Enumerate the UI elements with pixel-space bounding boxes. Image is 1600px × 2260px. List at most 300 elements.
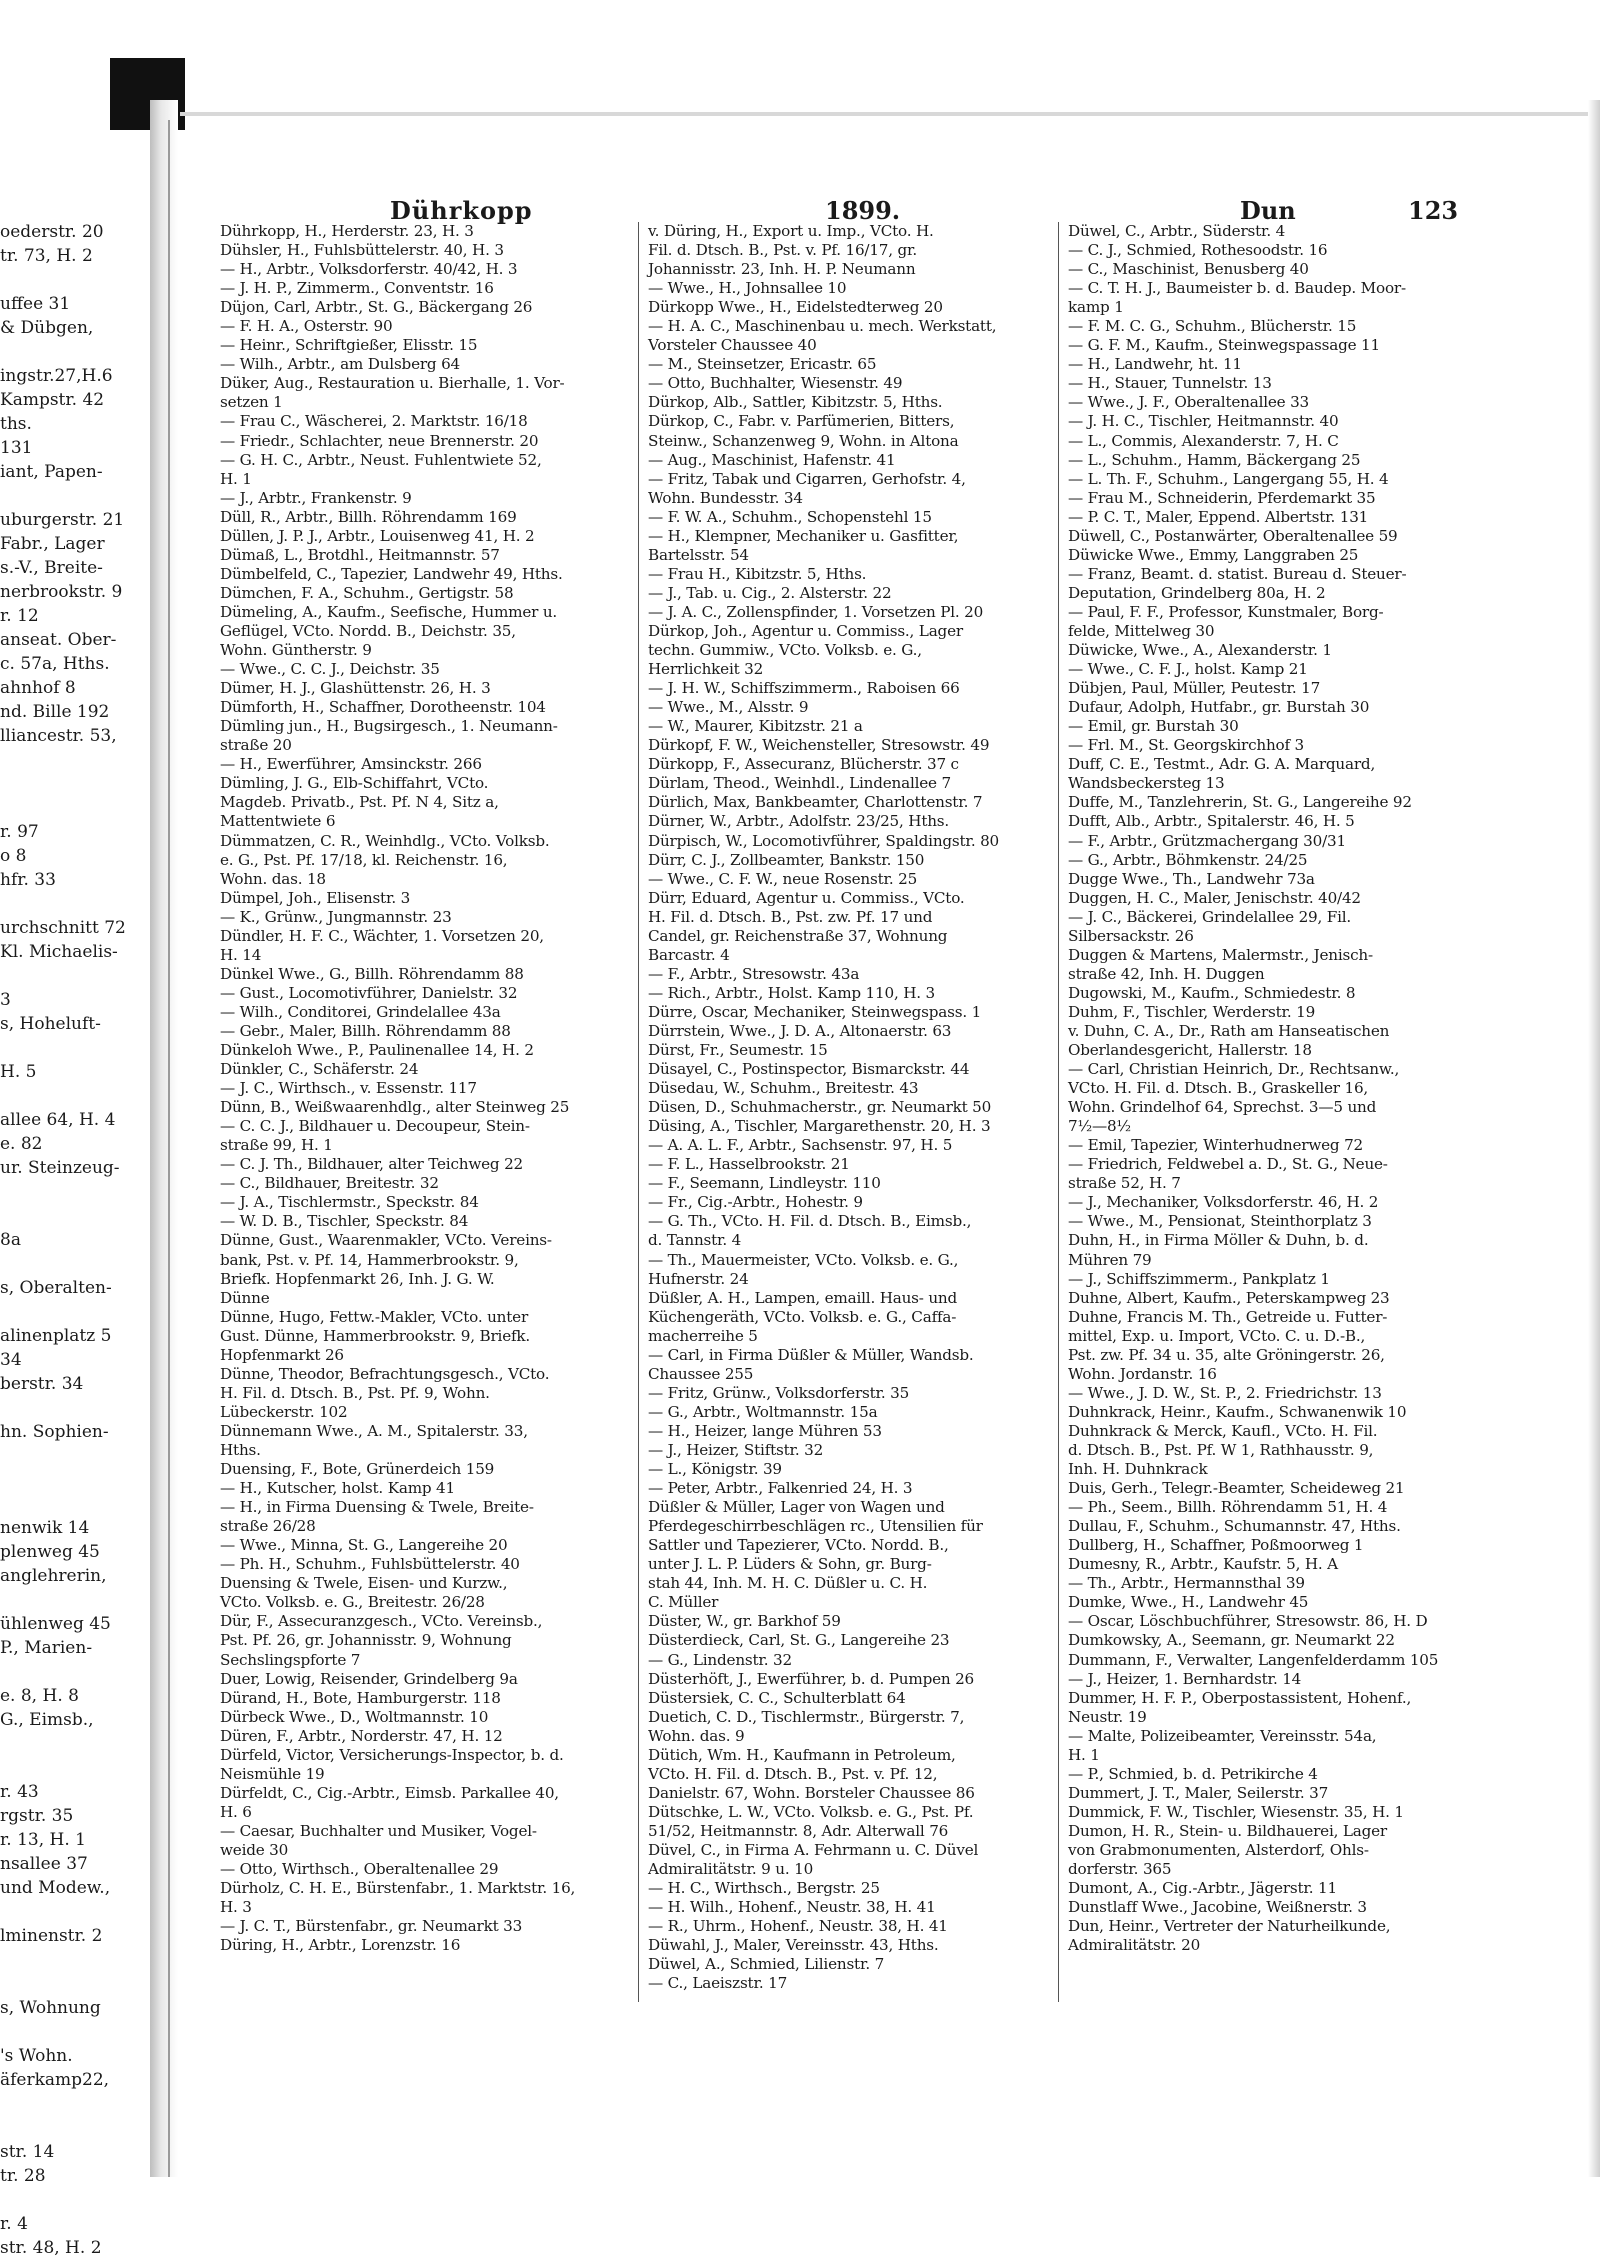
directory-entry-line: Dummert, J. T., Maler, Seilerstr. 37 <box>1068 1783 1329 1802</box>
previous-page-line <box>0 1444 150 1468</box>
directory-entry-line: Düwahl, J., Maler, Vereinsstr. 43, Hths. <box>648 1936 939 1955</box>
previous-page-line: r. 43 <box>0 1782 39 1802</box>
directory-entry-line: — Otto, Buchhalter, Wiesenstr. 49 <box>648 374 903 393</box>
directory-entry-line: Dürand, H., Bote, Hamburgerstr. 118 <box>220 1688 501 1707</box>
directory-entry-line: Dübjen, Paul, Müller, Peutestr. 17 <box>1068 679 1321 698</box>
directory-entry-line: Düwel, C., Arbtr., Süderstr. 4 <box>1068 222 1286 240</box>
directory-entry-line: Johannisstr. 23, Inh. H. P. Neumann <box>648 260 916 279</box>
directory-entry-line: e. G., Pst. Pf. 17/18, kl. Reichenstr. 16, <box>220 850 508 869</box>
page-top-edge <box>180 112 1600 116</box>
directory-entry-line: — J., Tab. u. Cig., 2. Alsterstr. 22 <box>648 583 892 602</box>
page-number: 123 <box>1408 196 1459 225</box>
directory-entry-line: stah 44, Inh. M. H. C. Düßler u. C. H. <box>648 1574 928 1593</box>
directory-entry-line: Dürkopp, F., Assecuranz, Blücherstr. 37 c <box>648 755 959 774</box>
directory-entry-line: Dünne <box>220 1288 270 1307</box>
directory-entry-line: Dummann, F., Verwalter, Langenfelderdamm 105 <box>1068 1650 1439 1669</box>
directory-entry-line: — Carl, Christian Heinrich, Dr., Rechtsanw., <box>1068 1060 1400 1079</box>
directory-entry-line: — H., in Firma Duensing & Twele, Breite- <box>220 1498 534 1517</box>
previous-page-line: 3 <box>0 990 11 1010</box>
directory-entry-line: — P., Schmied, b. d. Petrikirche 4 <box>1068 1764 1318 1783</box>
directory-entry-line: — G. H. C., Arbtr., Neust. Fuhlentwiete 52, <box>220 450 542 469</box>
previous-page-line: e. 8, H. 8 <box>0 1686 79 1706</box>
running-head-right: Dun <box>1240 196 1296 225</box>
directory-entry-line: mittel, Exp. u. Import, VCto. C. u. D.-B., <box>1068 1326 1366 1345</box>
directory-entry-line: Dündler, H. F. C., Wächter, 1. Vorsetzen 20, <box>220 926 544 945</box>
directory-entry-line: Herrlichkeit 32 <box>648 660 764 679</box>
previous-page-line: iant, Papen- <box>0 462 103 482</box>
previous-page-line: anglehrerin, <box>0 1566 107 1586</box>
directory-entry-line: — H. A. C., Maschinenbau u. mech. Werkstatt, <box>648 317 997 336</box>
directory-entry-line: — J., Arbtr., Frankenstr. 9 <box>220 488 412 507</box>
directory-entry-line: — Friedrich, Feldwebel a. D., St. G., Neue- <box>1068 1155 1388 1174</box>
directory-entry-line: Düren, F., Arbtr., Norderstr. 47, H. 12 <box>220 1726 503 1745</box>
directory-entry-line: v. Duhn, C. A., Dr., Rath am Hanseatischen <box>1068 1021 1390 1040</box>
previous-page-line: nerbrookstr. 9 <box>0 582 123 602</box>
directory-entry-line: — J., Heizer, Stiftstr. 32 <box>648 1441 824 1459</box>
previous-page-line: r. 12 <box>0 606 39 626</box>
directory-entry-line: Dürr, C. J., Zollbeamter, Bankstr. 150 <box>648 850 925 869</box>
directory-entry-line: Steinw., Schanzenweg 9, Wohn. in Altona <box>648 431 959 450</box>
previous-page-line: 34 <box>0 1350 22 1370</box>
directory-entry-line: — L., Schuhm., Hamm, Bäckergang 25 <box>1068 450 1361 469</box>
directory-entry-line: macherreihe 5 <box>648 1326 758 1345</box>
previous-page-line: str. 14 <box>0 2142 55 2162</box>
previous-page-line: & Dübgen, <box>0 318 94 338</box>
directory-entry-line: Dünnemann Wwe., A. M., Spitalerstr. 33, <box>220 1421 528 1440</box>
directory-entry-line: — G., Arbtr., Woltmannstr. 15a <box>648 1402 878 1421</box>
directory-entry-line: — J. A., Tischlermstr., Speckstr. 84 <box>220 1193 479 1212</box>
directory-entry-line: — Otto, Wirthsch., Oberaltenallee 29 <box>220 1860 499 1879</box>
directory-entry-line: — J. H. P., Zimmerm., Conventstr. 16 <box>220 279 494 298</box>
directory-entry-line: dorferstr. 365 <box>1068 1860 1172 1879</box>
directory-entry-line: Lübeckerstr. 102 <box>220 1402 348 1421</box>
directory-entry-line: — C. J. Th., Bildhauer, alter Teichweg 22 <box>220 1155 523 1174</box>
previous-page-line <box>0 1900 150 1924</box>
directory-entry-line: H. 6 <box>220 1802 252 1821</box>
previous-page-line <box>0 2116 150 2140</box>
directory-entry-line: Dumesny, R., Arbtr., Kaufstr. 5, H. A <box>1068 1555 1338 1574</box>
directory-entry-line: — H. C., Wirthsch., Bergstr. 25 <box>648 1879 880 1898</box>
directory-entry-line: — G., Arbtr., Böhmkenstr. 24/25 <box>1068 850 1308 869</box>
directory-entry-line: Barcastr. 4 <box>648 945 730 964</box>
previous-page-line <box>0 1972 150 1996</box>
previous-page-line <box>0 1732 150 1756</box>
directory-entry-line: — F. W. A., Schuhm., Schopenstehl 15 <box>648 507 932 526</box>
directory-entry-line: Neustr. 19 <box>1068 1707 1147 1726</box>
directory-entry-line: Dürholz, C. H. E., Bürstenfabr., 1. Marktstr. 16, <box>220 1879 576 1898</box>
previous-page-line <box>0 1204 150 1228</box>
directory-entry-line: Dürre, Oscar, Mechaniker, Steinwegspass. 1 <box>648 1002 982 1021</box>
directory-entry-line: Dummick, F. W., Tischler, Wiesenstr. 35, H. 1 <box>1068 1802 1404 1821</box>
directory-entry-line: Dünne, Hugo, Fettw.-Makler, VCto. unter <box>220 1307 529 1326</box>
running-head-year: 1899. <box>825 196 901 225</box>
directory-entry-line: Sattler und Tapezierer, VCto. Nordd. B., <box>648 1536 949 1555</box>
directory-entry-line: — H., Klempner, Mechaniker u. Gasfitter, <box>648 526 959 545</box>
directory-entry-line: VCto. H. Fil. d. Dtsch. B., Graskeller 16, <box>1068 1079 1369 1098</box>
directory-entry-line: Dümeling, A., Kaufm., Seefische, Hummer u. <box>220 602 558 621</box>
previous-page-line <box>0 748 150 772</box>
previous-page-line <box>0 796 150 820</box>
directory-entry-line: Pst. zw. Pf. 34 u. 35, alte Gröningerstr. 26, <box>1068 1345 1385 1364</box>
directory-entry-line: Düllen, J. P. J., Arbtr., Louisenweg 41, H. 2 <box>220 526 535 545</box>
directory-entry-line: Düßler, A. H., Lampen, emaill. Haus- und <box>648 1288 958 1307</box>
directory-entry-line: — Heinr., Schriftgießer, Elisstr. 15 <box>220 336 478 355</box>
directory-entry-line: Admiralitätstr. 9 u. 10 <box>648 1860 814 1879</box>
directory-entry-line: — C., Laeiszstr. 17 <box>648 1974 788 1993</box>
directory-entry-line: Pst. Pf. 26, gr. Johannisstr. 9, Wohnung <box>220 1631 512 1650</box>
directory-entry-line: — C. C. J., Bildhauer u. Decoupeur, Stein- <box>220 1117 530 1136</box>
directory-entry-line: straße 42, Inh. H. Duggen <box>1068 964 1265 983</box>
directory-entry-line: straße 99, H. 1 <box>220 1136 333 1155</box>
directory-entry-line: Dumon, H. R., Stein- u. Bildhauerei, Lager <box>1068 1821 1387 1840</box>
directory-entry-line: Inh. H. Duhnkrack <box>1068 1460 1208 1479</box>
previous-page-line: 8a <box>0 1230 21 1250</box>
directory-entry-line: — Wwe., Minna, St. G., Langereihe 20 <box>220 1536 508 1555</box>
directory-entry-line: H. Fil. d. Dtsch. B., Pst. zw. Pf. 17 und <box>648 907 933 926</box>
directory-entry-line: Dünne, Gust., Waarenmakler, VCto. Vereins- <box>220 1231 552 1250</box>
previous-page-line: r. 97 <box>0 822 39 842</box>
previous-page-line: äferkamp22, <box>0 2070 110 2090</box>
running-head-left: Dührkopp <box>390 196 533 225</box>
directory-entry-line: Dullau, F., Schuhm., Schumannstr. 47, Hths. <box>1068 1517 1401 1536</box>
directory-entry-line: — H., Landwehr, ht. 11 <box>1068 355 1242 374</box>
directory-column-1 <box>220 222 630 2102</box>
directory-entry-line: — Fr., Cig.-Arbtr., Hohestr. 9 <box>648 1193 863 1212</box>
directory-entry-line: straße 20 <box>220 736 292 755</box>
directory-entry-line: weide 30 <box>220 1840 289 1859</box>
previous-page-line: urchschnitt 72 <box>0 918 126 938</box>
directory-entry-line: Geflügel, VCto. Nordd. B., Deichstr. 35, <box>220 621 516 640</box>
previous-page-line <box>0 1180 150 1204</box>
directory-entry-line: Dünkel Wwe., G., Billh. Röhrendamm 88 <box>220 964 524 983</box>
directory-entry-line: Düring, H., Arbtr., Lorenzstr. 16 <box>220 1936 461 1955</box>
directory-entry-line: — L., Königstr. 39 <box>648 1460 782 1479</box>
previous-page-line <box>0 2020 150 2044</box>
directory-entry-line: Fil. d. Dtsch. B., Pst. v. Pf. 16/17, gr. <box>648 241 918 260</box>
directory-entry-line: Hths. <box>220 1441 261 1459</box>
book-spine-line <box>168 120 170 2177</box>
previous-page-line: und Modew., <box>0 1878 111 1898</box>
directory-entry-line: — A. A. L. F., Arbtr., Sachsenstr. 97, H. 5 <box>648 1136 953 1155</box>
directory-entry-line: Dürr, Eduard, Agentur u. Commiss., VCto. <box>648 888 965 907</box>
previous-page-line <box>0 772 150 796</box>
directory-entry-line: v. Düring, H., Export u. Imp., VCto. H. <box>648 222 934 240</box>
directory-entry-line: Dugge Wwe., Th., Landwehr 73a <box>1068 869 1315 888</box>
directory-entry-line: — J., Mechaniker, Volksdorferstr. 46, H. 2 <box>1068 1193 1379 1212</box>
page-right-edge <box>1588 100 1600 2177</box>
directory-entry-line: — L., Commis, Alexanderstr. 7, H. C <box>1068 431 1339 450</box>
directory-entry-line: — Th., Arbtr., Hermannsthal 39 <box>1068 1574 1305 1593</box>
directory-entry-line: — Frl. M., St. Georgskirchhof 3 <box>1068 736 1305 755</box>
previous-page-line: r. 13, H. 1 <box>0 1830 86 1850</box>
previous-page-line: str. 48, H. 2 <box>0 2238 102 2258</box>
previous-page-line: oederstr. 20 <box>0 222 104 242</box>
column-rule <box>1058 222 1059 2002</box>
previous-page-line: nd. Bille 192 <box>0 702 110 722</box>
directory-entry-line: — Caesar, Buchhalter und Musiker, Vogel- <box>220 1821 537 1840</box>
directory-entry-line: — J., Heizer, 1. Bernhardstr. 14 <box>1068 1669 1302 1688</box>
directory-entry-line: bank, Pst. v. Pf. 14, Hammerbrookstr. 9, <box>220 1250 519 1269</box>
directory-entry-line: — F., Arbtr., Stresowstr. 43a <box>648 964 860 983</box>
previous-page-line <box>0 1948 150 1972</box>
directory-entry-line: — Paul, F. F., Professor, Kunstmaler, Borg- <box>1068 602 1384 621</box>
directory-entry-line: Dürkop, C., Fabr. v. Parfümerien, Bitters, <box>648 412 955 431</box>
previous-page-line: H. 5 <box>0 1062 37 1082</box>
directory-entry-line: — Ph. H., Schuhm., Fuhlsbüttelerstr. 40 <box>220 1555 520 1574</box>
directory-entry-line: Duetich, C. D., Tischlermstr., Bürgerstr. 7, <box>648 1707 965 1726</box>
directory-entry-line: Dumont, A., Cig.-Arbtr., Jägerstr. 11 <box>1068 1879 1337 1898</box>
directory-entry-line: — Fritz, Grünw., Volksdorferstr. 35 <box>648 1383 910 1402</box>
directory-entry-line: — C., Maschinist, Benusberg 40 <box>1068 260 1309 279</box>
previous-page-line: Kampstr. 42 <box>0 390 105 410</box>
previous-page-line: s.-V., Breite- <box>0 558 103 578</box>
previous-page-line: 's Wohn. <box>0 2046 73 2066</box>
directory-entry-line: — J. A. C., Zollenspfinder, 1. Vorsetzen Pl. 20 <box>648 602 984 621</box>
directory-entry-line: Duhne, Francis M. Th., Getreide u. Futter- <box>1068 1307 1388 1326</box>
directory-entry-line: Dürkopf, F. W., Weichensteller, Stresowstr. 49 <box>648 736 990 755</box>
directory-entry-line: — Wilh., Conditorei, Grindelallee 43a <box>220 1002 501 1021</box>
directory-entry-line: setzen 1 <box>220 393 283 412</box>
directory-entry-line: — J. H. W., Schiffszimmerm., Raboisen 66 <box>648 679 960 698</box>
directory-entry-line: Mattentwiete 6 <box>220 812 336 831</box>
directory-entry-line: VCto. Volksb. e. G., Breitestr. 26/28 <box>220 1593 485 1612</box>
previous-page-line <box>0 1252 150 1276</box>
directory-entry-line: Duhm, F., Tischler, Werderstr. 19 <box>1068 1002 1316 1021</box>
directory-entry-line: — Wwe., J. D. W., St. P., 2. Friedrichstr. 13 <box>1068 1383 1382 1402</box>
directory-entry-line: Duensing, F., Bote, Grünerdeich 159 <box>220 1460 495 1479</box>
directory-entry-line: Dünne, Theodor, Befrachtungsgesch., VCto. <box>220 1364 550 1383</box>
previous-page-line: ingstr.27,H.6 <box>0 366 113 386</box>
previous-page-line <box>0 1588 150 1612</box>
directory-entry-line: Gust. Dünne, Hammerbrookstr. 9, Briefk. <box>220 1326 531 1345</box>
previous-page-line: P., Marien- <box>0 1638 93 1658</box>
directory-entry-line: kamp 1 <box>1068 298 1124 317</box>
directory-entry-line: — Emil, Tapezier, Winterhudnerweg 72 <box>1068 1136 1363 1155</box>
directory-entry-line: Duffe, M., Tanzlehrerin, St. G., Langereihe 92 <box>1068 793 1412 812</box>
directory-entry-line: — F., Seemann, Lindleystr. 110 <box>648 1174 881 1193</box>
directory-entry-line: — Th., Mauermeister, VCto. Volksb. e. G., <box>648 1250 959 1269</box>
directory-entry-line: Düsterdieck, Carl, St. G., Langereihe 23 <box>648 1631 950 1650</box>
directory-entry-line: Düsedau, W., Schuhm., Breitestr. 43 <box>648 1079 919 1098</box>
directory-entry-line: Düvel, C., in Firma A. Fehrmann u. C. Düvel <box>648 1840 979 1859</box>
directory-entry-line: Dunstlaff Wwe., Jacobine, Weißnerstr. 3 <box>1068 1898 1367 1917</box>
directory-entry-line: Dührkopp, H., Herderstr. 23, H. 3 <box>220 222 474 240</box>
previous-page-line: allee 64, H. 4 <box>0 1110 116 1130</box>
directory-entry-line: — F. M. C. G., Schuhm., Blücherstr. 15 <box>1068 317 1357 336</box>
directory-entry-line: — Carl, in Firma Düßler & Müller, Wandsb. <box>648 1345 974 1364</box>
previous-page-line: hfr. 33 <box>0 870 56 890</box>
directory-entry-line: — Frau M., Schneiderin, Pferdemarkt 35 <box>1068 488 1376 507</box>
directory-entry-line: Hopfenmarkt 26 <box>220 1345 344 1364</box>
directory-entry-line: Admiralitätstr. 20 <box>1068 1936 1201 1955</box>
directory-entry-line: — H., Kutscher, holst. Kamp 41 <box>220 1479 455 1498</box>
directory-entry-line: — Wwe., C. F. J., holst. Kamp 21 <box>1068 660 1308 679</box>
directory-entry-line: — F. H. A., Osterstr. 90 <box>220 317 393 336</box>
previous-page-line <box>0 1396 150 1420</box>
directory-entry-line: — C. J., Schmied, Rothesoodstr. 16 <box>1068 241 1328 260</box>
directory-entry-line: — J. C. T., Bürstenfabr., gr. Neumarkt 33 <box>220 1917 523 1936</box>
directory-entry-line: Dugowski, M., Kaufm., Schmiedestr. 8 <box>1068 983 1356 1002</box>
directory-entry-line: Dürkop, Alb., Sattler, Kibitzstr. 5, Hths. <box>648 393 943 412</box>
directory-entry-line: Dummer, H. F. P., Oberpostassistent, Hohenf., <box>1068 1688 1412 1707</box>
directory-entry-line: — Fritz, Tabak und Cigarren, Gerhofstr. 4, <box>648 469 966 488</box>
directory-entry-line: — Wwe., C. F. W., neue Rosenstr. 25 <box>648 869 918 888</box>
directory-entry-line: 51/52, Heitmannstr. 8, Adr. Alterwall 76 <box>648 1821 949 1840</box>
directory-column-2 <box>648 222 1058 2102</box>
directory-entry-line: Duhnkrack & Merck, Kaufl., VCto. H. Fil. <box>1068 1421 1378 1440</box>
directory-entry-line: — J. H. C., Tischler, Heitmannstr. 40 <box>1068 412 1339 431</box>
directory-entry-line: — Frau C., Wäscherei, 2. Marktstr. 16/18 <box>220 412 528 431</box>
directory-entry-line: — H., Ewerführer, Amsinckstr. 266 <box>220 755 482 774</box>
directory-entry-line: — Frau H., Kibitzstr. 5, Hths. <box>648 564 867 583</box>
directory-entry-line: — Emil, gr. Burstah 30 <box>1068 717 1239 736</box>
directory-entry-line: Deputation, Grindelberg 80a, H. 2 <box>1068 583 1326 602</box>
previous-page-line: rgstr. 35 <box>0 1806 74 1826</box>
previous-page-line: Fabr., Lager <box>0 534 105 554</box>
directory-entry-line: Dünkeloh Wwe., P., Paulinenallee 14, H. 2 <box>220 1041 534 1060</box>
directory-entry-line: Danielstr. 67, Wohn. Borsteler Chaussee 86 <box>648 1783 975 1802</box>
directory-entry-line: techn. Gummiw., VCto. Volksb. e. G., <box>648 641 922 660</box>
directory-entry-line: Dufaur, Adolph, Hutfabr., gr. Burstah 30 <box>1068 698 1370 717</box>
directory-entry-line: Duggen, H. C., Maler, Jenischstr. 40/42 <box>1068 888 1361 907</box>
directory-entry-line: Wohn. Bundesstr. 34 <box>648 488 803 507</box>
previous-page-line: uburgerstr. 21 <box>0 510 125 530</box>
previous-page-line: G., Eimsb., <box>0 1710 94 1730</box>
directory-entry-line: Duis, Gerh., Telegr.-Beamter, Scheideweg 21 <box>1068 1479 1405 1498</box>
directory-entry-line: — L. Th. F., Schuhm., Langergang 55, H. 4 <box>1068 469 1389 488</box>
directory-entry-line: Düker, Aug., Restauration u. Bierhalle, 1. Vor- <box>220 374 565 393</box>
directory-entry-line: — Wwe., M., Pensionat, Steinthorplatz 3 <box>1068 1212 1372 1231</box>
directory-entry-line: Vorsteler Chaussee 40 <box>648 336 817 355</box>
directory-entry-line: — C. T. H. J., Baumeister b. d. Baudep. Moor- <box>1068 279 1406 298</box>
directory-entry-line: Dun, Heinr., Vertreter der Naturheilkunde, <box>1068 1917 1391 1936</box>
previous-page-line: o 8 <box>0 846 27 866</box>
previous-page-line: Kl. Michaelis- <box>0 942 118 962</box>
directory-entry-line: Dürlam, Theod., Weinhdl., Lindenallee 7 <box>648 774 951 793</box>
previous-page-line <box>0 1084 150 1108</box>
previous-page-line <box>0 1036 150 1060</box>
directory-entry-line: Dumkowsky, A., Seemann, gr. Neumarkt 22 <box>1068 1631 1395 1650</box>
directory-entry-line: Dümling jun., H., Bugsirgesch., 1. Neumann- <box>220 717 558 736</box>
directory-entry-line: Dümaß, L., Brotdhl., Heitmannstr. 57 <box>220 545 500 564</box>
directory-entry-line: von Grabmonumenten, Alsterdorf, Ohls- <box>1068 1840 1369 1859</box>
directory-entry-line: — Friedr., Schlachter, neue Brennerstr. 20 <box>220 431 539 450</box>
previous-page-line <box>0 1660 150 1684</box>
directory-entry-line: d. Dtsch. B., Pst. Pf. W 1, Rathhausstr. 9, <box>1068 1441 1374 1459</box>
directory-entry-line: Dünn, B., Weißwaarenhdlg., alter Steinweg 25 <box>220 1098 570 1117</box>
directory-entry-line: Dürpisch, W., Locomotivführer, Spaldingstr. 80 <box>648 831 1000 850</box>
directory-entry-line: straße 26/28 <box>220 1517 316 1536</box>
directory-entry-line: Bartelsstr. 54 <box>648 545 749 564</box>
directory-entry-line: — Rich., Arbtr., Holst. Kamp 110, H. 3 <box>648 983 935 1002</box>
previous-page-line: ths. <box>0 414 32 434</box>
directory-entry-line: H. 1 <box>1068 1745 1100 1764</box>
previous-page-line <box>0 1300 150 1324</box>
directory-entry-line: Dürkop, Joh., Agentur u. Commiss., Lager <box>648 621 963 640</box>
directory-entry-line: d. Tannstr. 4 <box>648 1231 742 1250</box>
previous-page-line: e. 82 <box>0 1134 43 1154</box>
directory-entry-line: Duggen & Martens, Malermstr., Jenisch- <box>1068 945 1373 964</box>
directory-entry-line: — Wilh., Arbtr., am Dulsberg 64 <box>220 355 461 374</box>
directory-entry-line: Dütich, Wm. H., Kaufmann in Petroleum, <box>648 1745 956 1764</box>
directory-entry-line: Dütschke, L. W., VCto. Volksb. e. G., Pst. Pf. <box>648 1802 974 1821</box>
directory-entry-line: Magdeb. Privatb., Pst. Pf. N 4, Sitz a, <box>220 793 499 812</box>
directory-entry-line: — G., Lindenstr. 32 <box>648 1650 792 1669</box>
directory-entry-line: Pferdegeschirrbeschlägen rc., Utensilien für <box>648 1517 983 1536</box>
previous-page-line <box>0 1468 150 1492</box>
directory-entry-line: — G. F. M., Kaufm., Steinwegspassage 11 <box>1068 336 1380 355</box>
directory-entry-line: Dullberg, H., Schaffner, Poßmoorweg 1 <box>1068 1536 1364 1555</box>
directory-entry-line: Wohn. Güntherstr. 9 <box>220 641 372 660</box>
directory-entry-line: — H., Stauer, Tunnelstr. 13 <box>1068 374 1272 393</box>
directory-entry-line: Dürbeck Wwe., D., Woltmannstr. 10 <box>220 1707 489 1726</box>
directory-entry-line: Dür, F., Assecuranzgesch., VCto. Vereinsb., <box>220 1612 543 1631</box>
directory-entry-line: Dümchen, F. A., Schuhm., Gertigstr. 58 <box>220 583 514 602</box>
previous-page-line <box>0 1756 150 1780</box>
previous-page-line: 131 <box>0 438 33 458</box>
previous-page-line: ühlenweg 45 <box>0 1614 111 1634</box>
previous-page-line: alinenplatz 5 <box>0 1326 112 1346</box>
directory-entry-line: — Wwe., C. C. J., Deichstr. 35 <box>220 660 440 679</box>
directory-entry-line: Dünkler, C., Schäferstr. 24 <box>220 1060 419 1079</box>
directory-entry-line: H. 14 <box>220 945 262 964</box>
directory-entry-line: Dürner, W., Arbtr., Adolfstr. 23/25, Hths. <box>648 812 950 831</box>
directory-entry-line: — Gust., Locomotivführer, Danielstr. 32 <box>220 983 518 1002</box>
previous-page-line: nsallee 37 <box>0 1854 88 1874</box>
directory-entry-line: VCto. H. Fil. d. Dtsch. B., Pst. v. Pf. 12, <box>648 1764 938 1783</box>
directory-entry-line: Dürlich, Max, Bankbeamter, Charlottenstr. 7 <box>648 793 983 812</box>
directory-entry-line: Düwicke Wwe., Emmy, Langgraben 25 <box>1068 545 1359 564</box>
directory-entry-line: Chaussee 255 <box>648 1364 754 1383</box>
previous-page-line: ahnhof 8 <box>0 678 76 698</box>
previous-page-line: berstr. 34 <box>0 1374 84 1394</box>
directory-entry-line: Duensing & Twele, Eisen- und Kurzw., <box>220 1574 508 1593</box>
directory-entry-line: Candel, gr. Reichenstraße 37, Wohnung <box>648 926 948 945</box>
directory-entry-line: Dürfeld, Victor, Versicherungs-Inspector, b. d. <box>220 1745 564 1764</box>
directory-entry-line: Düßler & Müller, Lager von Wagen und <box>648 1498 945 1517</box>
directory-entry-line: felde, Mittelweg 30 <box>1068 621 1215 640</box>
directory-entry-line: Duer, Lowig, Reisender, Grindelberg 9a <box>220 1669 518 1688</box>
directory-entry-line: Wohn. Jordanstr. 16 <box>1068 1364 1217 1383</box>
directory-entry-line: Briefk. Hopfenmarkt 26, Inh. J. G. W. <box>220 1269 495 1288</box>
directory-entry-line: Düster, W., gr. Barkhof 59 <box>648 1612 841 1631</box>
directory-entry-line: Dümbelfeld, C., Tapezier, Landwehr 49, Hths. <box>220 564 563 583</box>
previous-page-line <box>0 268 150 292</box>
previous-page-line: uffee 31 <box>0 294 71 314</box>
directory-entry-line: Sechslingspforte 7 <box>220 1650 361 1669</box>
previous-page-line: s, Oberalten- <box>0 1278 112 1298</box>
previous-page-line <box>0 964 150 988</box>
directory-entry-line: Düll, R., Arbtr., Billh. Röhrendamm 169 <box>220 507 517 526</box>
directory-entry-line: — H. Wilh., Hohenf., Neustr. 38, H. 41 <box>648 1898 936 1917</box>
directory-entry-line: Dürrstein, Wwe., J. D. A., Altonaerstr. 63 <box>648 1021 952 1040</box>
directory-entry-line: H. 3 <box>220 1898 252 1917</box>
directory-entry-line: Dümer, H. J., Glashüttenstr. 26, H. 3 <box>220 679 491 698</box>
directory-entry-line: Wohn. das. 9 <box>648 1726 745 1745</box>
directory-entry-line: Düsing, A., Tischler, Margarethenstr. 20, H. 3 <box>648 1117 991 1136</box>
directory-entry-line: Düsterhöft, J., Ewerführer, b. d. Pumpen 26 <box>648 1669 975 1688</box>
directory-entry-line: Mühren 79 <box>1068 1250 1152 1269</box>
previous-page-line <box>0 1492 150 1516</box>
previous-page-line: lminenstr. 2 <box>0 1926 103 1946</box>
directory-entry-line: — Gebr., Maler, Billh. Röhrendamm 88 <box>220 1021 511 1040</box>
book-gutter-shadow <box>150 100 178 2177</box>
directory-entry-line: — F. L., Hasselbrookstr. 21 <box>648 1155 850 1174</box>
directory-entry-line: — P. C. T., Maler, Eppend. Albertstr. 131 <box>1068 507 1369 526</box>
directory-entry-line: — J. C., Wirthsch., v. Essenstr. 117 <box>220 1079 477 1098</box>
directory-column-3 <box>1068 222 1478 2102</box>
directory-entry-line: straße 52, H. 7 <box>1068 1174 1181 1193</box>
